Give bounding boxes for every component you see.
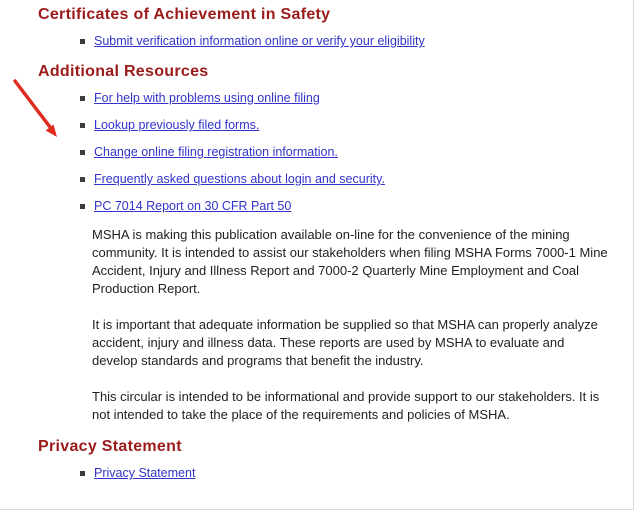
link-change-registration[interactable]: Change online filing registration information.: [94, 145, 338, 159]
certificates-link-list: [80, 34, 633, 49]
paragraph-circular-purpose: This circular is intended to be informational and provide support to our stakeholders. It is not intended to take the place of the requirements and policies of MSHA.: [92, 389, 600, 422]
list-item: [80, 91, 633, 106]
section-additional-resources: [38, 63, 633, 424]
list-item: [80, 34, 633, 49]
square-bullet-icon: [80, 123, 85, 128]
square-bullet-icon: [80, 177, 85, 182]
paragraph-publication-info: MSHA is making this publication available on-line for the convenience of the mining community. It is intended to assist our stakeholders when filing MSHA Forms 7000-1 Mine Accident, Injury and Illness Report and 7000-2 Quarterly Mine Employment and Coal Production Report.: [92, 227, 608, 296]
square-bullet-icon: [80, 204, 85, 209]
square-bullet-icon: [80, 471, 85, 476]
section-privacy: [38, 438, 633, 481]
additional-resources-link-list: [80, 91, 633, 214]
square-bullet-icon: [80, 39, 85, 44]
heading-additional-resources: Additional Resources: [38, 63, 209, 80]
link-lookup-filed-forms[interactable]: Lookup previously filed forms.: [94, 118, 260, 132]
description-paragraphs: [92, 226, 608, 424]
heading-privacy-statement: Privacy Statement: [38, 438, 182, 455]
link-submit-verification[interactable]: Submit verification information online or verify your eligibility: [94, 34, 425, 48]
heading-certificates: Certificates of Achievement in Safety: [38, 6, 331, 23]
square-bullet-icon: [80, 150, 85, 155]
section-certificates: [38, 6, 633, 49]
privacy-link-list: [80, 466, 633, 481]
list-item: [80, 145, 633, 160]
list-item: [80, 118, 633, 133]
list-item: [80, 466, 633, 481]
link-privacy-statement[interactable]: Privacy Statement: [94, 466, 196, 480]
link-faq-login-security[interactable]: Frequently asked questions about login and security.: [94, 172, 385, 186]
paragraph-data-importance: It is important that adequate information be supplied so that MSHA can properly analyze accident, injury and illness data. These reports are used by MSHA to evaluate and develop standards and programs that benefit the industry.: [92, 317, 598, 368]
link-pc7014-report[interactable]: PC 7014 Report on 30 CFR Part 50: [94, 199, 292, 213]
link-help-online-filing[interactable]: For help with problems using online filing: [94, 91, 320, 105]
list-item: [80, 172, 633, 187]
square-bullet-icon: [80, 96, 85, 101]
list-item: [80, 199, 633, 214]
